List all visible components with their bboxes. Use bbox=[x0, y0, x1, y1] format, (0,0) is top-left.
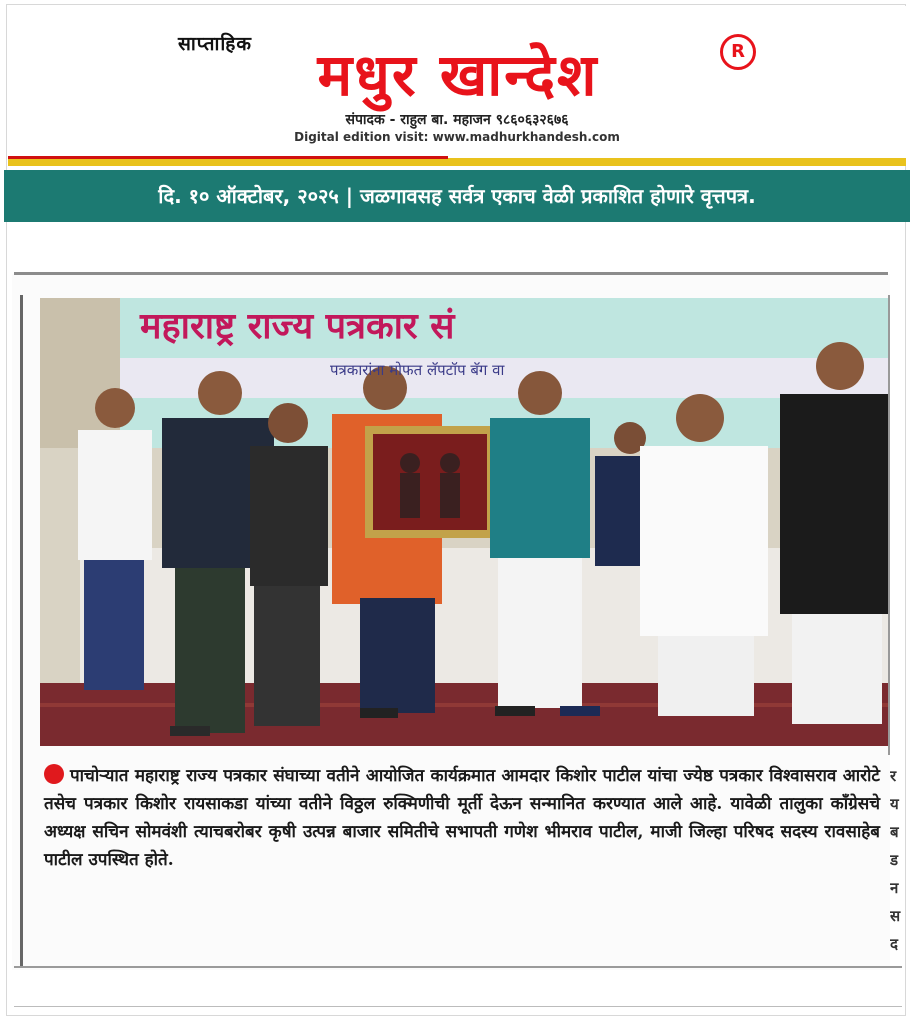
clipping-left-rule bbox=[20, 295, 23, 967]
masthead-digital-edition: Digital edition visit: www.madhurkhandesh.com bbox=[294, 130, 620, 144]
masthead-weekly-label: साप्ताहिक bbox=[178, 33, 252, 55]
clipping-top-rule bbox=[14, 272, 888, 275]
dateline-banner: दि. १० ऑक्टोबर, २०२५ | जळगावसह सर्वत्र एकाच वेळी प्रकाशित होणारे वृत्तपत्र. bbox=[4, 170, 910, 222]
masthead-red-divider bbox=[8, 156, 448, 159]
clipping-right-rule bbox=[888, 295, 890, 755]
stage-banner-subtitle: पत्रकारांना मोफत लॅपटॉप बॅग वा bbox=[330, 361, 505, 379]
page-bottom-rule bbox=[14, 1006, 902, 1007]
bullet-dot-icon bbox=[44, 764, 64, 784]
article-caption bbox=[44, 762, 880, 874]
article-caption-text: पाचोऱ्यात महाराष्ट्र राज्य पत्रकार संघाच्या वतीने आयोजित कार्यक्रमात आमदार किशोर पाटील यांचा ज्येष्ठ पत्रकार विश्वासराव आरोटे तसेच पत्रकार किशोर रायसाकडा यांच्या वतीने विठ्ठल रुक्मिणीची मूर्ती देऊन सन्मानित करण्यात आले आहे. यावेळी तालुका काँग्रेसचे अध्यक्ष सचिन सोमवंशी त्याचबरोबर कृषी उत्पन्न बाजार समितीचे सभापती गणेश भीमराव पाटील, माजी जिल्हा परिषद सदस्य रावसाहेब पाटील उपस्थित होते. bbox=[44, 766, 880, 870]
clipping-bottom-rule bbox=[14, 966, 902, 968]
masthead-gold-divider bbox=[8, 158, 906, 166]
masthead-logo-title: मधुर खान्देश bbox=[317, 41, 599, 109]
stage-banner-title: महाराष्ट्र राज्य पत्रकार सं bbox=[140, 305, 455, 347]
registered-mark-icon: R bbox=[720, 34, 756, 70]
masthead bbox=[8, 6, 906, 158]
masthead-editor-line: संपादक - राहुल बा. महाजन ९८६०६३२६७६ bbox=[345, 112, 569, 128]
adjacent-column-fragment: र य ब ड न स द bbox=[890, 767, 901, 953]
